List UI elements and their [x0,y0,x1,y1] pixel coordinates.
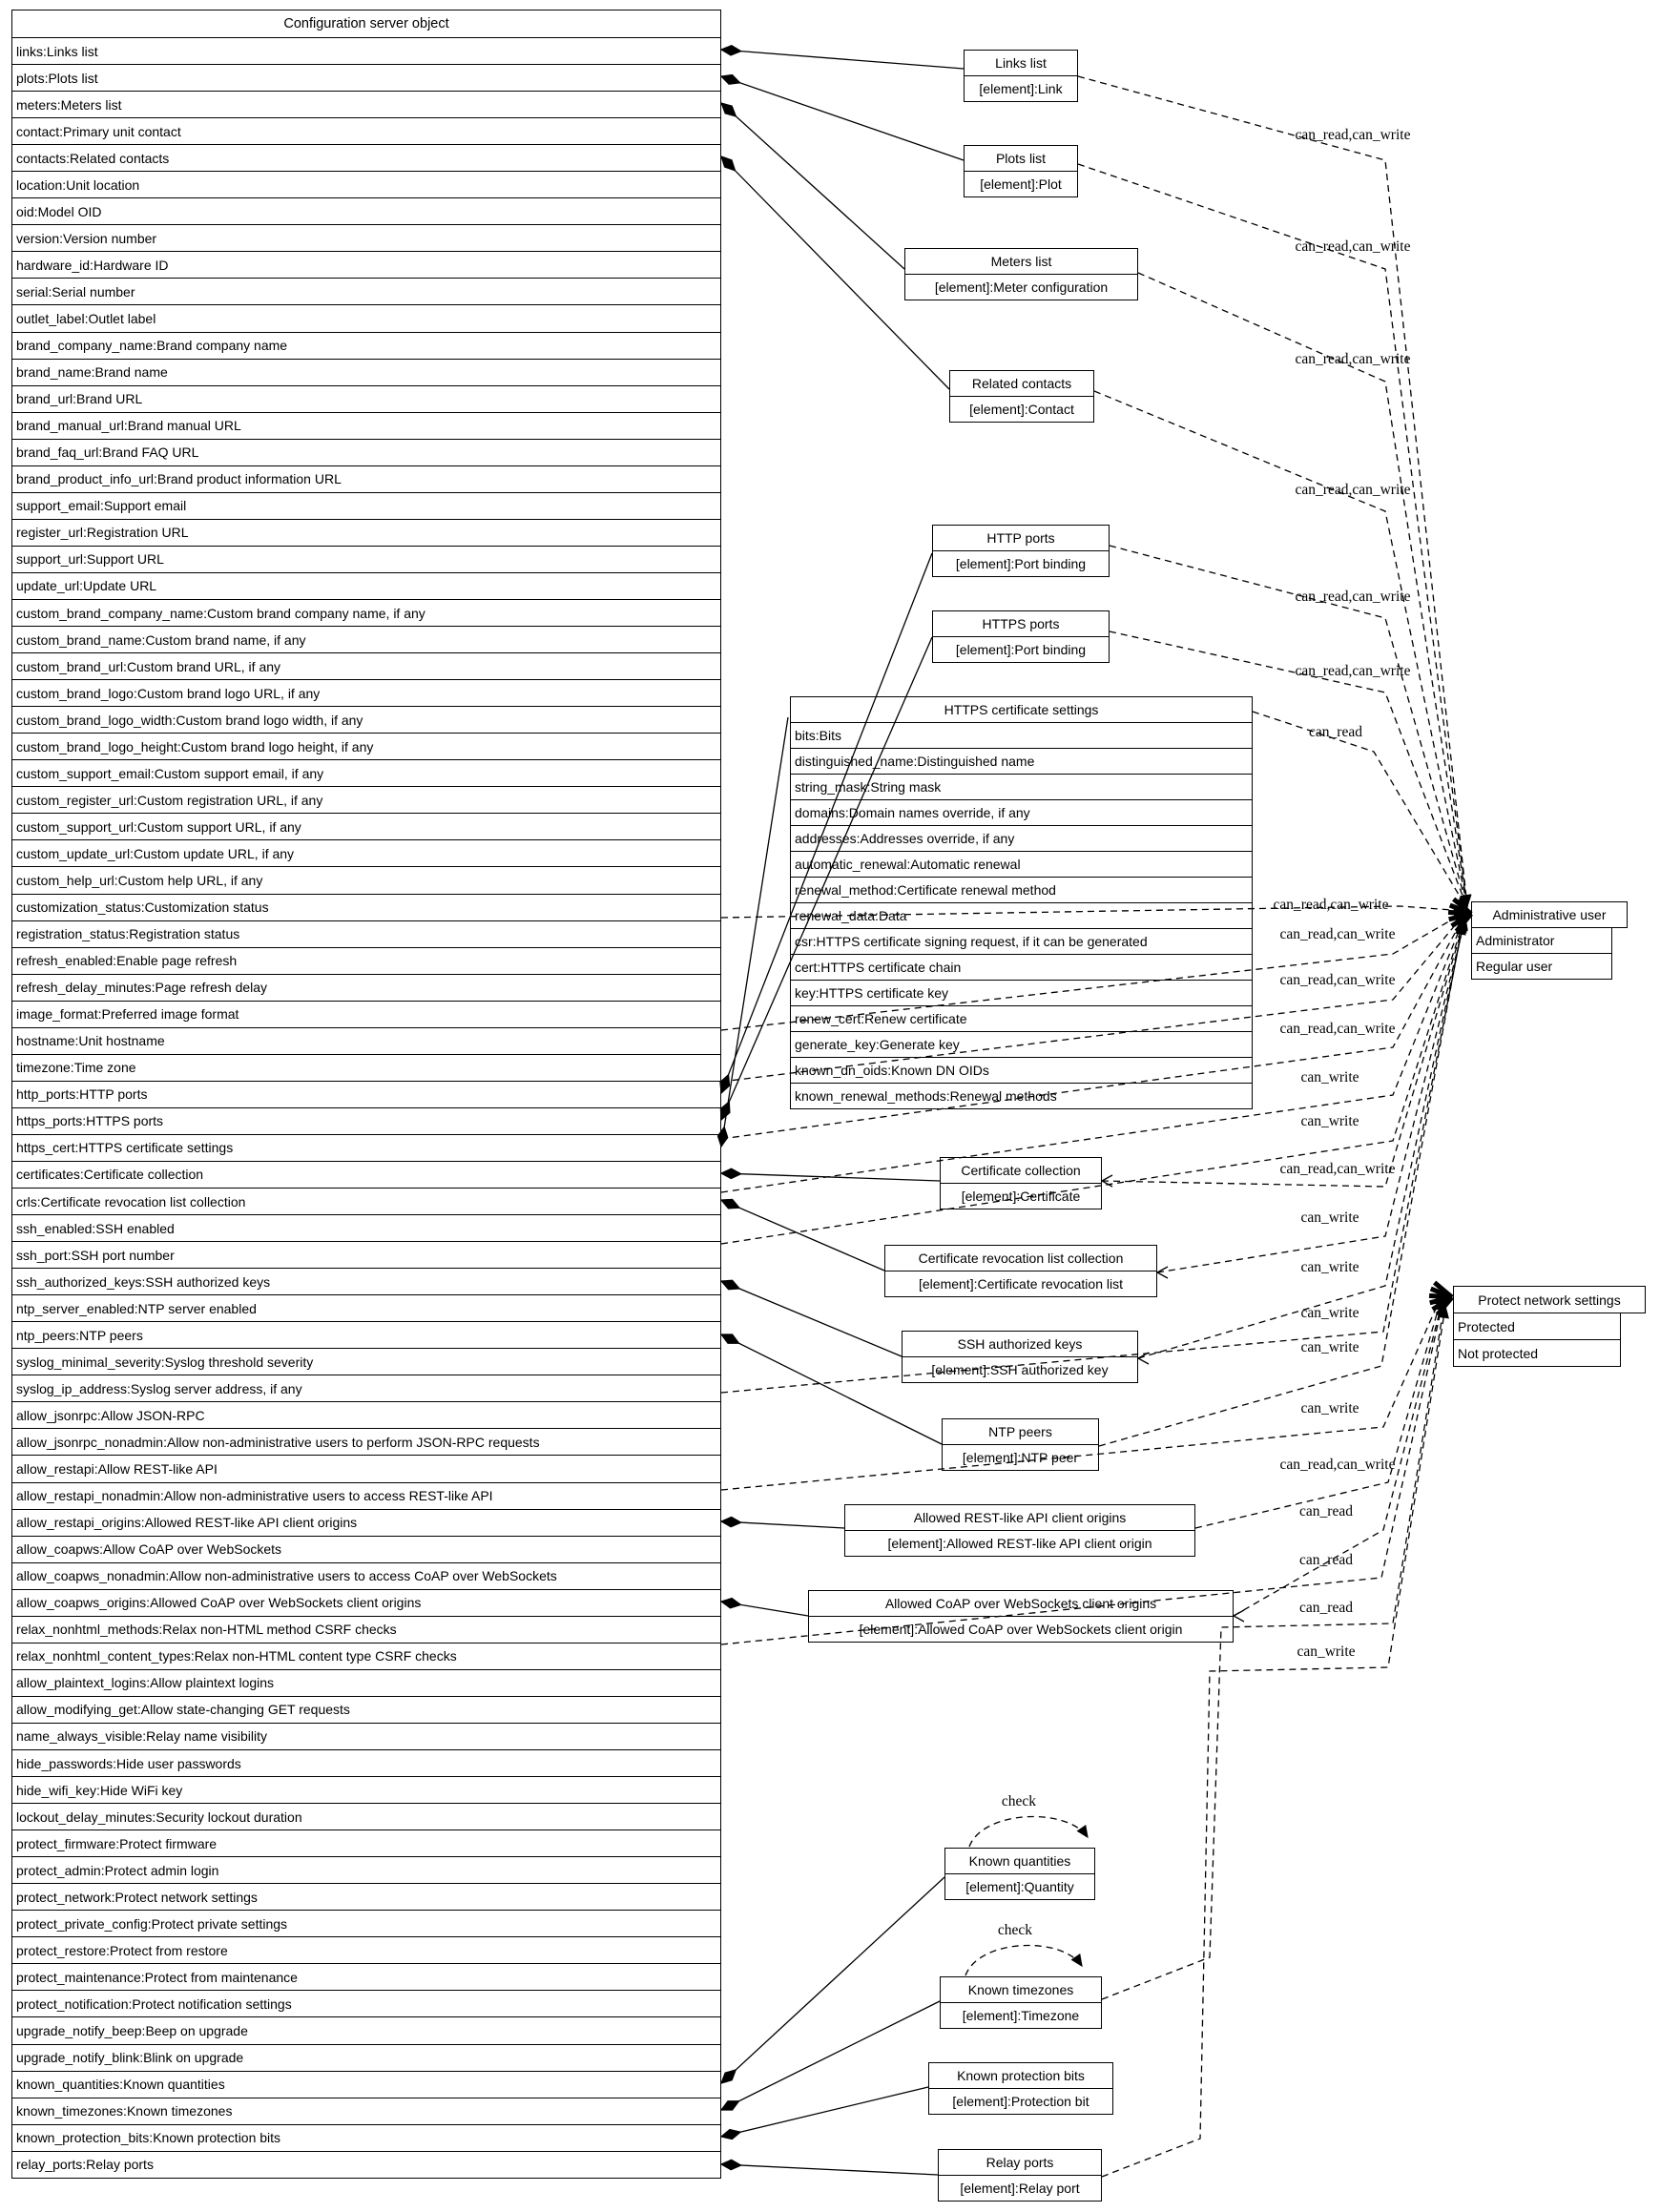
permission-label: can_read,can_write [1295,663,1411,679]
https-certificate-settings-row: string_mask:String mask [790,775,1253,800]
attribute-row: relax_nonhtml_methods:Relax non-HTML method CSRF checks [12,1617,720,1643]
ssh-authorized-keys-row: [element]:SSH authorized key [902,1357,1138,1383]
attribute-row: update_url:Update URL [12,573,720,600]
attribute-row: custom_brand_logo_width:Custom brand logo width, if any [12,707,720,734]
links-list-title: Links list [964,50,1078,76]
known-quantities-class [944,1848,1095,1900]
attribute-row: protect_network:Protect network settings [12,1884,720,1911]
permission-label: can_write [1300,1209,1359,1226]
crl-collection-row: [element]:Certificate revocation list [884,1271,1157,1297]
arrowhead-cluster [1452,914,1471,926]
permission-edge [1234,1297,1443,1616]
check-label: check [997,1922,1033,1938]
attribute-row: outlet_label:Outlet label [12,305,720,332]
permission-label: can_read,can_write [1279,1457,1396,1473]
permission-label: can_read [1309,724,1362,740]
permission-label: can_write [1300,1400,1359,1416]
known-protection-bits-row: [element]:Protection bit [928,2089,1113,2115]
https-certificate-settings-row: renewal_data:Data [790,903,1253,929]
administrative-user-row: Regular user [1471,954,1612,980]
allowed-restapi-origins-class [844,1504,1195,1557]
https-ports-class [932,610,1110,663]
attribute-row: syslog_minimal_severity:Syslog threshold severity [12,1349,720,1375]
https-certificate-settings-row: automatic_renewal:Automatic renewal [790,852,1253,878]
attribute-row: hostname:Unit hostname [12,1028,720,1055]
attribute-row: lockout_delay_minutes:Security lockout duration [12,1804,720,1830]
attribute-row: protect_restore:Protect from restore [12,1937,720,1964]
open-arrowhead [1234,1610,1244,1622]
attribute-row: protect_notification:Protect notification settings [12,1991,720,2017]
attribute-row: protect_firmware:Protect firmware [12,1830,720,1857]
protect-network-settings-row: Not protected [1453,1340,1621,1367]
attribute-row: registration_status:Registration status [12,921,720,948]
attribute-row: known_timezones:Known timezones [12,2098,720,2125]
https-certificate-settings-row: known_renewal_methods:Renewal methods [790,1084,1253,1109]
permission-label: can_write [1300,1305,1359,1321]
permission-label: can_write [1300,1113,1359,1129]
permission-label: can_read [1299,1503,1353,1519]
attribute-row: https_ports:HTTPS ports [12,1108,720,1135]
related-contacts-class [949,370,1094,423]
known-quantities-title: Known quantities [944,1848,1095,1874]
composition-edge [721,103,904,269]
permission-label: can_write [1300,1339,1359,1355]
arrowhead-cluster [1433,1297,1452,1310]
permission-label: can_read [1299,1600,1353,1616]
attribute-row: meters:Meters list [12,92,720,118]
attribute-row: allow_coapws:Allow CoAP over WebSockets [12,1537,720,1563]
attribute-row: upgrade_notify_blink:Blink on upgrade [12,2045,720,2072]
https-certificate-settings-row: addresses:Addresses override, if any [790,826,1253,852]
allowed-coapws-origins-title: Allowed CoAP over WebSockets client origins [808,1590,1234,1617]
arrowhead-cluster [1450,905,1471,914]
composition-edge [721,2087,928,2137]
attribute-row: ssh_enabled:SSH enabled [12,1215,720,1242]
https-ports-row: [element]:Port binding [932,637,1110,663]
crl-collection-class [884,1245,1157,1297]
attribute-row: brand_product_info_url:Brand product information URL [12,466,720,493]
arrowhead-cluster [1448,912,1471,914]
attribute-row: allow_restapi_nonadmin:Allow non-administrative users to access REST-like API [12,1483,720,1510]
https-certificate-settings-title: HTTPS certificate settings [790,696,1253,723]
plots-list-title: Plots list [964,145,1078,172]
meters-list-row: [element]:Meter configuration [904,275,1138,300]
attribute-row: custom_update_url:Custom update URL, if any [12,840,720,867]
relay-ports-class [938,2149,1102,2202]
allowed-coapws-origins-row: [element]:Allowed CoAP over WebSockets client origin [808,1617,1234,1643]
permission-label: can_read,can_write [1295,238,1411,255]
https-certificate-settings-row: distinguished_name:Distinguished name [790,749,1253,775]
permission-edge [1195,1294,1442,1528]
attribute-row: location:Unit location [12,172,720,198]
composition-edge [721,1173,940,1181]
composition-edge [721,1281,902,1356]
permission-edge [1102,1303,1444,1999]
attribute-row: custom_support_email:Custom support email, if any [12,760,720,787]
ssh-authorized-keys-class [902,1331,1138,1383]
plots-list-class [964,145,1078,197]
arrowhead-cluster [1435,1283,1452,1297]
check-label: check [1001,1793,1037,1809]
permission-edge [1253,712,1467,909]
ssh-authorized-keys-title: SSH authorized keys [902,1331,1138,1357]
composition-edge [721,1200,884,1271]
plots-list-row: [element]:Plot [964,172,1078,197]
attribute-row: allow_coapws_nonadmin:Allow non-administrative users to access CoAP over WebSockets [12,1563,720,1590]
attribute-row: brand_url:Brand URL [12,386,720,413]
permission-label: can_read,can_write [1295,589,1411,605]
known-protection-bits-title: Known protection bits [928,2062,1113,2089]
permission-label: can_write [1300,1259,1359,1275]
allowed-restapi-origins-row: [element]:Allowed REST-like API client origin [844,1531,1195,1557]
configuration-server-object-class [11,10,721,2179]
ntp-peers-title: NTP peers [942,1418,1099,1445]
arrowhead-cluster [1457,914,1471,931]
known-timezones-title: Known timezones [940,1976,1102,2003]
composition-edge [721,717,788,1147]
attribute-row: brand_manual_url:Brand manual URL [12,413,720,440]
attribute-row: customization_status:Customization status [12,895,720,921]
attribute-row: brand_company_name:Brand company name [12,333,720,360]
attribute-row: hide_passwords:Hide user passwords [12,1750,720,1777]
attribute-row: allow_restapi:Allow REST-like API [12,1456,720,1482]
http-ports-class [932,525,1110,577]
class-attribute-list [12,38,720,2178]
arrowhead-cluster [1454,899,1471,914]
related-contacts-title: Related contacts [949,370,1094,397]
attribute-row: brand_name:Brand name [12,360,720,386]
permission-label: can_write [1300,1069,1359,1085]
composition-edge [721,1877,944,2083]
check-loop-edge [965,1945,1082,1975]
known-timezones-row: [element]:Timezone [940,2003,1102,2029]
attribute-row: allow_coapws_origins:Allowed CoAP over WebSockets client origins [12,1590,720,1617]
https-certificate-settings-row: bits:Bits [790,723,1253,749]
permission-label: can_write [1297,1643,1356,1660]
attribute-row: syslog_ip_address:Syslog server address, if any [12,1375,720,1402]
permission-label: can_read,can_write [1295,482,1411,498]
meters-list-title: Meters list [904,248,1138,275]
known-protection-bits-class [928,2062,1113,2115]
attribute-row: contact:Primary unit contact [12,118,720,145]
attribute-row: refresh_delay_minutes:Page refresh delay [12,975,720,1002]
attribute-row: image_format:Preferred image format [12,1002,720,1028]
attribute-row: allow_plaintext_logins:Allow plaintext logins [12,1670,720,1697]
attribute-row: custom_support_url:Custom support URL, if any [12,814,720,840]
attribute-row: ntp_peers:NTP peers [12,1322,720,1349]
attribute-row: custom_help_url:Custom help URL, if any [12,867,720,894]
https-certificate-settings-row: renewal_method:Certificate renewal method [790,878,1253,903]
attribute-row: known_protection_bits:Known protection bits [12,2125,720,2152]
permission-label: can_read,can_write [1279,1021,1396,1037]
allowed-coapws-origins-class [808,1590,1234,1643]
attribute-row: ssh_authorized_keys:SSH authorized keys [12,1269,720,1295]
attribute-row: protect_maintenance:Protect from maintenance [12,1964,720,1991]
https-certificate-settings-row: renew_cert:Renew certificate [790,1006,1253,1032]
arrowhead-cluster [1430,1297,1452,1303]
attribute-row: known_quantities:Known quantities [12,2072,720,2098]
related-contacts-row: [element]:Contact [949,397,1094,423]
http-ports-title: HTTP ports [932,525,1110,551]
meters-list-class [904,248,1138,300]
https-certificate-settings-row: known_dn_oids:Known DN OIDs [790,1058,1253,1084]
attribute-row: contacts:Related contacts [12,145,720,172]
permission-label: can_read [1299,1552,1353,1568]
attribute-row: custom_brand_logo:Custom brand logo URL, if any [12,680,720,707]
http-ports-row: [element]:Port binding [932,551,1110,577]
certificate-collection-title: Certificate collection [940,1157,1102,1184]
composition-edge [721,2001,940,2110]
protect-network-settings-row: Protected [1453,1313,1621,1340]
attribute-row: relax_nonhtml_content_types:Relax non-HTML content type CSRF checks [12,1643,720,1670]
certificate-collection-class [940,1157,1102,1209]
composition-edge [721,2164,938,2175]
arrowhead-cluster [1449,914,1471,920]
attribute-row: brand_faq_url:Brand FAQ URL [12,440,720,466]
https-certificate-settings-row: key:HTTPS certificate key [790,981,1253,1006]
attribute-row: http_ports:HTTP ports [12,1082,720,1108]
attribute-row: refresh_enabled:Enable page refresh [12,948,720,975]
attribute-row: protect_private_config:Protect private settings [12,1911,720,1937]
attribute-row: serial:Serial number [12,279,720,305]
open-arrowhead [1138,1353,1149,1364]
attribute-row: custom_register_url:Custom registration URL, if any [12,787,720,814]
arrowhead-cluster [1429,1295,1452,1297]
permission-label: can_read,can_write [1273,897,1389,913]
attribute-row: relay_ports:Relay ports [16,2157,154,2173]
attribute-row: allow_jsonrpc:Allow JSON-RPC [12,1402,720,1429]
https-ports-title: HTTPS ports [932,610,1110,637]
permission-label: can_read,can_write [1279,926,1396,942]
attribute-row: custom_brand_url:Custom brand URL, if any [12,653,720,680]
attribute-row: custom_brand_company_name:Custom brand company name, if any [12,600,720,627]
permission-label: can_read,can_write [1295,127,1411,143]
attribute-row: ssh_port:SSH port number [12,1242,720,1269]
attribute-row: plots:Plots list [12,65,720,92]
attribute-row: version:Version number [12,225,720,252]
protect-network-settings-class [1453,1286,1646,1367]
open-arrowhead [1157,1267,1168,1278]
attribute-row: https_cert:HTTPS certificate settings [12,1135,720,1162]
attribute-row: timezone:Time zone [12,1055,720,1082]
administrative-user-class [1471,901,1628,980]
attribute-row: upgrade_notify_beep:Beep on upgrade [12,2017,720,2044]
links-list-row: [element]:Link [964,76,1078,102]
attribute-row: hide_wifi_key:Hide WiFi key [12,1777,720,1804]
check-loop-edge [969,1816,1088,1847]
attribute-row: custom_brand_name:Custom brand name, if any [12,627,720,653]
ntp-peers-row: [element]:NTP peer [942,1445,1099,1471]
attribute-row: register_url:Registration URL [12,520,720,547]
class-title: Configuration server object [12,10,720,38]
attribute-row: support_url:Support URL [12,547,720,573]
administrative-user-title: Administrative user [1471,901,1628,928]
administrative-user-row: Administrator [1471,928,1612,954]
attribute-row: support_email:Support email [12,493,720,520]
https-certificate-settings-row: domains:Domain names override, if any [790,800,1253,826]
open-arrowhead [1102,1175,1112,1187]
permission-label: can_read,can_write [1295,351,1411,367]
attribute-row: links:Links list [12,38,720,65]
composition-edge [721,1602,808,1616]
arrowhead-cluster [1431,1289,1452,1297]
known-quantities-row: [element]:Quantity [944,1874,1095,1900]
relay-ports-row: [element]:Relay port [938,2176,1102,2202]
certificate-collection-row: [element]:Certificate [940,1184,1102,1209]
attribute-row: oid:Model OID [12,198,720,225]
composition-edge [721,1521,844,1528]
attribute-row: certificates:Certificate collection [12,1162,720,1189]
attribute-row: allow_modifying_get:Allow state-changing GET requests [12,1697,720,1724]
attribute-row: hardware_id:Hardware ID [12,252,720,279]
allowed-restapi-origins-title: Allowed REST-like API client origins [844,1504,1195,1531]
crl-collection-title: Certificate revocation list collection [884,1245,1157,1271]
attribute-row: crls:Certificate revocation list collection [12,1189,720,1215]
https-certificate-settings-row: csr:HTTPS certificate signing request, if it can be generated [790,929,1253,955]
links-list-class [964,50,1078,102]
permission-label: can_read,can_write [1279,1161,1396,1177]
https-certificate-settings-row: cert:HTTPS certificate chain [790,955,1253,981]
known-timezones-class [940,1976,1102,2029]
attribute-row: custom_brand_logo_height:Custom brand logo height, if any [12,734,720,760]
ntp-peers-class [942,1418,1099,1471]
relay-ports-title: Relay ports [938,2149,1102,2176]
composition-edge [721,76,964,160]
attribute-row: protect_admin:Protect admin login [12,1857,720,1884]
attribute-row: allow_restapi_origins:Allowed REST-like API client origins [12,1510,720,1537]
attribute-row: allow_jsonrpc_nonadmin:Allow non-administrative users to perform JSON-RPC requests [12,1429,720,1456]
protect-network-settings-title: Protect network settings [1453,1286,1646,1313]
arrowhead-cluster [1438,1297,1452,1314]
https-certificate-settings-row: generate_key:Generate key [790,1032,1253,1058]
permission-label: can_read,can_write [1279,972,1396,988]
attribute-row: name_always_visible:Relay name visibility [12,1724,720,1750]
permission-edge [1102,1307,1445,2177]
composition-edge [721,50,964,69]
attribute-row: ntp_server_enabled:NTP server enabled [12,1295,720,1322]
https-certificate-settings-class [790,696,1253,1109]
